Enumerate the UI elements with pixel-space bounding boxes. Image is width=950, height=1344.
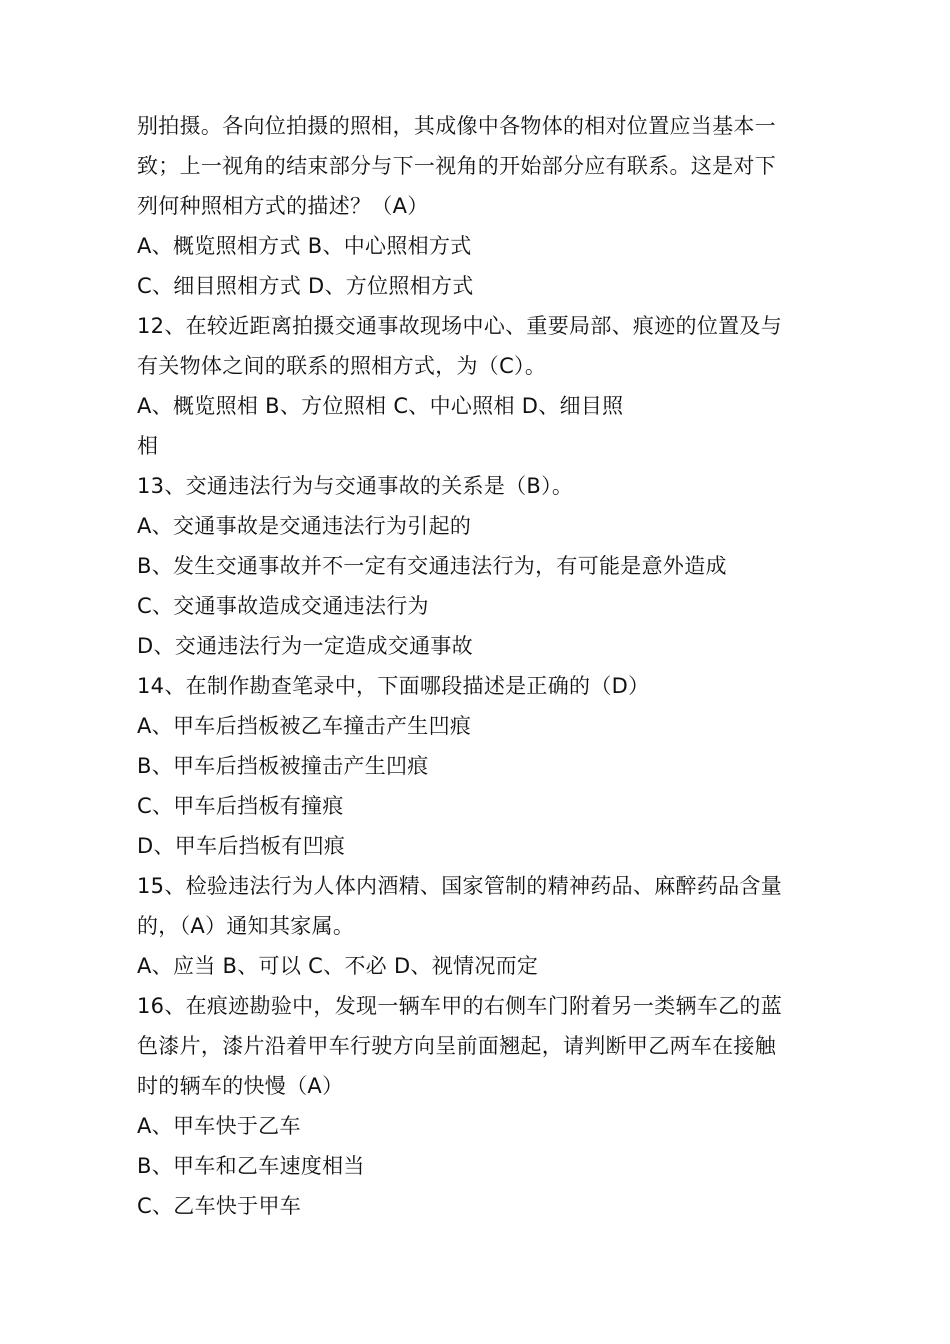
question-15: 15、检验违法行为人体内酒精、国家管制的精神药品、麻醉药品含量 — [137, 874, 783, 898]
answer-option-d: D、交通违法行为一定造成交通事故 — [137, 634, 473, 658]
text-line: 列何种照相方式的描述？（A） — [137, 194, 429, 218]
answer-option-line: C、细目照相方式 D、方位照相方式 — [137, 274, 474, 298]
text-line: 有关物体之间的联系的照相方式，为（C）。 — [137, 354, 547, 378]
text-line: 色漆片，漆片沿着甲车行驶方向呈前面翘起，请判断甲乙两车在接触 — [137, 1034, 776, 1058]
text-line: 致；上一视角的结束部分与下一视角的开始部分应有联系。这是对下 — [137, 154, 776, 178]
answer-option-line: A、应当 B、可以 C、不必 D、视情况而定 — [137, 954, 539, 978]
text-line: 别拍摄。各向位拍摄的照相，其成像中各物体的相对位置应当基本一 — [137, 114, 776, 138]
answer-option-c: C、交通事故造成交通违法行为 — [137, 594, 429, 618]
question-12: 12、在较近距离拍摄交通事故现场中心、重要局部、痕迹的位置及与 — [137, 314, 783, 338]
text-line: 时的辆车的快慢（A） — [137, 1074, 344, 1098]
answer-option-line: A、概览照相方式 B、中心照相方式 — [137, 234, 472, 258]
answer-option-a: A、交通事故是交通违法行为引起的 — [137, 514, 472, 538]
text-line: 相 — [137, 434, 159, 458]
question-13: 13、交通违法行为与交通事故的关系是（B）。 — [137, 474, 574, 498]
answer-option-a: A、甲车后挡板被乙车撞击产生凹痕 — [137, 714, 472, 738]
answer-option-line: A、概览照相 B、方位照相 C、中心照相 D、细目照 — [137, 394, 624, 418]
answer-option-b: B、甲车和乙车速度相当 — [137, 1154, 365, 1178]
answer-option-c: C、甲车后挡板有撞痕 — [137, 794, 344, 818]
answer-option-c: C、乙车快于甲车 — [137, 1194, 302, 1218]
question-14: 14、在制作勘查笔录中，下面哪段描述是正确的（D） — [137, 674, 650, 698]
document-body — [137, 106, 817, 1226]
answer-option-d: D、甲车后挡板有凹痕 — [137, 834, 346, 858]
answer-option-b: B、甲车后挡板被撞击产生凹痕 — [137, 754, 429, 778]
answer-option-a: A、甲车快于乙车 — [137, 1114, 301, 1138]
question-16: 16、在痕迹勘验中，发现一辆车甲的右侧车门附着另一类辆车乙的蓝 — [137, 994, 783, 1018]
answer-option-b: B、发生交通事故并不一定有交通违法行为，有可能是意外造成 — [137, 554, 727, 578]
text-line: 的，（A）通知其家属。 — [137, 914, 355, 938]
